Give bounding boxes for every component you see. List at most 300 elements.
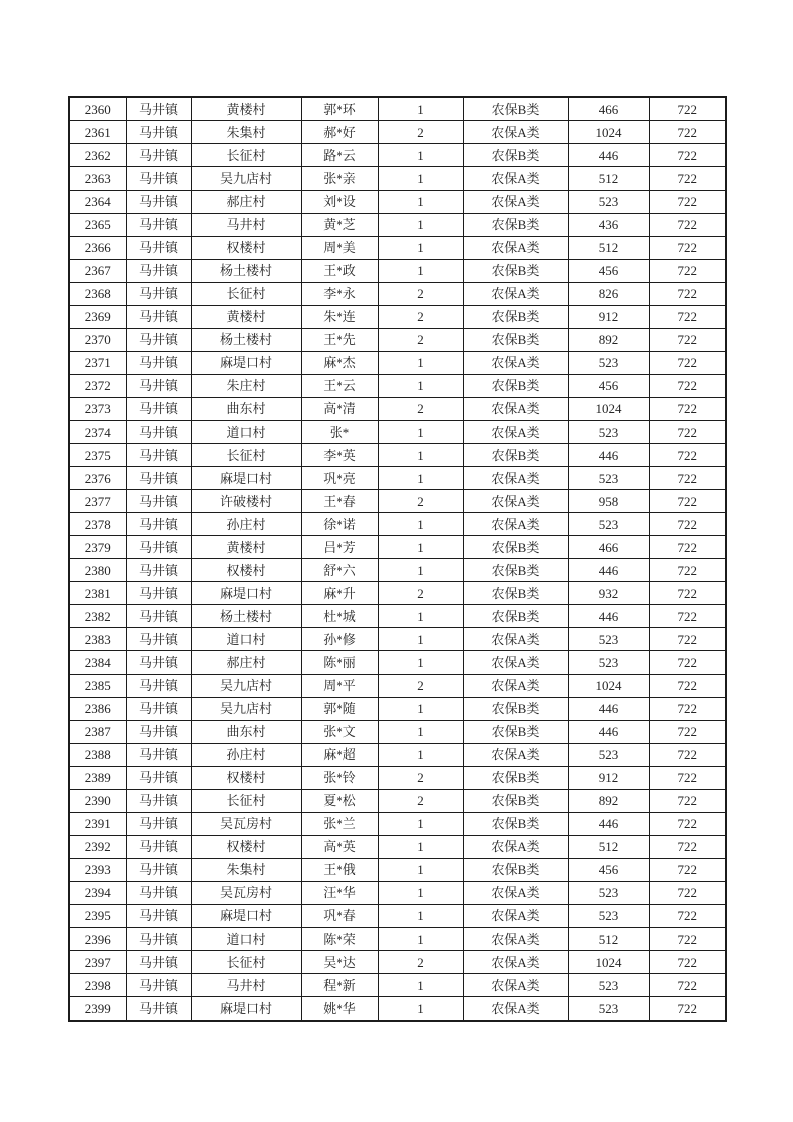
cell-person-name: 王*政 (301, 259, 378, 282)
cell-headcount: 1 (378, 559, 463, 582)
cell-serial-number: 2385 (69, 674, 126, 697)
cell-headcount: 1 (378, 236, 463, 259)
cell-person-name: 王*先 (301, 328, 378, 351)
cell-town: 马井镇 (126, 97, 191, 121)
cell-serial-number: 2360 (69, 97, 126, 121)
table-row (69, 121, 726, 144)
cell-headcount: 1 (378, 467, 463, 490)
cell-insurance-type: 农保A类 (463, 167, 568, 190)
cell-village: 道口村 (191, 928, 301, 951)
cell-village: 黄楼村 (191, 536, 301, 559)
cell-town: 马井镇 (126, 282, 191, 305)
cell-headcount: 2 (378, 397, 463, 420)
cell-person-name: 陈*丽 (301, 651, 378, 674)
cell-village: 权楼村 (191, 835, 301, 858)
cell-headcount: 1 (378, 167, 463, 190)
cell-town: 马井镇 (126, 444, 191, 467)
cell-serial-number: 2367 (69, 259, 126, 282)
cell-standard: 722 (649, 213, 726, 236)
cell-person-name: 刘*设 (301, 190, 378, 213)
cell-standard: 722 (649, 651, 726, 674)
cell-person-name: 高*英 (301, 835, 378, 858)
cell-amount: 958 (568, 490, 649, 513)
cell-village: 长征村 (191, 789, 301, 812)
cell-town: 马井镇 (126, 213, 191, 236)
cell-person-name: 孙*修 (301, 628, 378, 651)
cell-amount: 512 (568, 835, 649, 858)
cell-town: 马井镇 (126, 420, 191, 443)
table-row (69, 881, 726, 904)
cell-insurance-type: 农保B类 (463, 697, 568, 720)
cell-headcount: 1 (378, 351, 463, 374)
cell-insurance-type: 农保B类 (463, 720, 568, 743)
cell-town: 马井镇 (126, 397, 191, 420)
cell-serial-number: 2371 (69, 351, 126, 374)
cell-standard: 722 (649, 928, 726, 951)
cell-town: 马井镇 (126, 997, 191, 1021)
cell-headcount: 2 (378, 121, 463, 144)
cell-amount: 512 (568, 167, 649, 190)
cell-serial-number: 2393 (69, 858, 126, 881)
cell-headcount: 2 (378, 951, 463, 974)
cell-amount: 523 (568, 743, 649, 766)
cell-town: 马井镇 (126, 259, 191, 282)
cell-headcount: 1 (378, 628, 463, 651)
cell-standard: 722 (649, 328, 726, 351)
cell-insurance-type: 农保A类 (463, 651, 568, 674)
cell-standard: 722 (649, 559, 726, 582)
cell-insurance-type: 农保B类 (463, 305, 568, 328)
table-row (69, 467, 726, 490)
cell-serial-number: 2370 (69, 328, 126, 351)
cell-village: 朱集村 (191, 121, 301, 144)
cell-headcount: 1 (378, 259, 463, 282)
cell-serial-number: 2391 (69, 812, 126, 835)
cell-village: 杨土楼村 (191, 259, 301, 282)
cell-town: 马井镇 (126, 651, 191, 674)
cell-town: 马井镇 (126, 628, 191, 651)
table-row (69, 328, 726, 351)
cell-amount: 446 (568, 444, 649, 467)
cell-headcount: 1 (378, 904, 463, 927)
cell-amount: 1024 (568, 951, 649, 974)
cell-amount: 826 (568, 282, 649, 305)
cell-insurance-type: 农保A类 (463, 121, 568, 144)
cell-town: 马井镇 (126, 490, 191, 513)
cell-person-name: 高*清 (301, 397, 378, 420)
table-row (69, 490, 726, 513)
cell-amount: 456 (568, 858, 649, 881)
cell-serial-number: 2398 (69, 974, 126, 997)
cell-town: 马井镇 (126, 951, 191, 974)
cell-town: 马井镇 (126, 236, 191, 259)
cell-amount: 523 (568, 190, 649, 213)
cell-standard: 722 (649, 144, 726, 167)
cell-insurance-type: 农保A类 (463, 835, 568, 858)
cell-town: 马井镇 (126, 121, 191, 144)
cell-serial-number: 2375 (69, 444, 126, 467)
cell-town: 马井镇 (126, 858, 191, 881)
table-row (69, 720, 726, 743)
cell-town: 马井镇 (126, 374, 191, 397)
cell-insurance-type: 农保B类 (463, 144, 568, 167)
cell-serial-number: 2383 (69, 628, 126, 651)
cell-amount: 466 (568, 536, 649, 559)
cell-standard: 722 (649, 444, 726, 467)
cell-standard: 722 (649, 397, 726, 420)
cell-headcount: 1 (378, 881, 463, 904)
cell-person-name: 巩*春 (301, 904, 378, 927)
cell-person-name: 张* (301, 420, 378, 443)
cell-town: 马井镇 (126, 167, 191, 190)
cell-standard: 722 (649, 167, 726, 190)
cell-serial-number: 2364 (69, 190, 126, 213)
table-row (69, 951, 726, 974)
cell-town: 马井镇 (126, 697, 191, 720)
cell-headcount: 2 (378, 282, 463, 305)
cell-insurance-type: 农保A类 (463, 628, 568, 651)
cell-amount: 456 (568, 259, 649, 282)
table-row (69, 974, 726, 997)
cell-standard: 722 (649, 997, 726, 1021)
cell-insurance-type: 农保A类 (463, 974, 568, 997)
cell-headcount: 1 (378, 812, 463, 835)
cell-insurance-type: 农保B类 (463, 559, 568, 582)
cell-insurance-type: 农保A类 (463, 490, 568, 513)
cell-person-name: 李*永 (301, 282, 378, 305)
cell-amount: 892 (568, 328, 649, 351)
cell-village: 吴九店村 (191, 167, 301, 190)
cell-serial-number: 2374 (69, 420, 126, 443)
cell-serial-number: 2365 (69, 213, 126, 236)
cell-village: 杨土楼村 (191, 328, 301, 351)
cell-village: 权楼村 (191, 236, 301, 259)
cell-serial-number: 2397 (69, 951, 126, 974)
cell-standard: 722 (649, 536, 726, 559)
cell-serial-number: 2373 (69, 397, 126, 420)
cell-serial-number: 2378 (69, 513, 126, 536)
cell-person-name: 王*俄 (301, 858, 378, 881)
cell-person-name: 舒*六 (301, 559, 378, 582)
cell-standard: 722 (649, 904, 726, 927)
cell-village: 孙庄村 (191, 513, 301, 536)
cell-town: 马井镇 (126, 467, 191, 490)
cell-amount: 446 (568, 605, 649, 628)
cell-person-name: 黄*芝 (301, 213, 378, 236)
table-row (69, 420, 726, 443)
cell-headcount: 2 (378, 789, 463, 812)
cell-serial-number: 2379 (69, 536, 126, 559)
cell-amount: 466 (568, 97, 649, 121)
cell-amount: 523 (568, 904, 649, 927)
cell-insurance-type: 农保A类 (463, 513, 568, 536)
cell-person-name: 陈*荣 (301, 928, 378, 951)
cell-insurance-type: 农保B类 (463, 213, 568, 236)
cell-headcount: 1 (378, 928, 463, 951)
cell-standard: 722 (649, 236, 726, 259)
table-row (69, 559, 726, 582)
table-row (69, 858, 726, 881)
cell-town: 马井镇 (126, 559, 191, 582)
cell-amount: 446 (568, 697, 649, 720)
cell-standard: 722 (649, 467, 726, 490)
cell-person-name: 郝*好 (301, 121, 378, 144)
table-row (69, 582, 726, 605)
cell-amount: 1024 (568, 674, 649, 697)
cell-town: 马井镇 (126, 743, 191, 766)
table-row (69, 305, 726, 328)
cell-person-name: 张*铃 (301, 766, 378, 789)
cell-village: 吴瓦房村 (191, 881, 301, 904)
cell-insurance-type: 农保B类 (463, 812, 568, 835)
cell-person-name: 程*新 (301, 974, 378, 997)
cell-town: 马井镇 (126, 835, 191, 858)
cell-headcount: 1 (378, 213, 463, 236)
cell-headcount: 1 (378, 374, 463, 397)
cell-headcount: 1 (378, 97, 463, 121)
cell-person-name: 汪*华 (301, 881, 378, 904)
cell-person-name: 巩*亮 (301, 467, 378, 490)
table-row (69, 743, 726, 766)
cell-insurance-type: 农保A类 (463, 190, 568, 213)
cell-headcount: 1 (378, 513, 463, 536)
cell-insurance-type: 农保B类 (463, 374, 568, 397)
cell-person-name: 杜*城 (301, 605, 378, 628)
cell-serial-number: 2389 (69, 766, 126, 789)
cell-amount: 912 (568, 766, 649, 789)
cell-village: 权楼村 (191, 559, 301, 582)
cell-town: 马井镇 (126, 351, 191, 374)
cell-town: 马井镇 (126, 928, 191, 951)
cell-town: 马井镇 (126, 904, 191, 927)
cell-insurance-type: 农保A类 (463, 236, 568, 259)
cell-amount: 523 (568, 881, 649, 904)
cell-amount: 523 (568, 651, 649, 674)
cell-person-name: 张*文 (301, 720, 378, 743)
cell-insurance-type: 农保B类 (463, 444, 568, 467)
cell-insurance-type: 农保B类 (463, 858, 568, 881)
cell-town: 马井镇 (126, 674, 191, 697)
cell-serial-number: 2376 (69, 467, 126, 490)
cell-serial-number: 2368 (69, 282, 126, 305)
cell-standard: 722 (649, 720, 726, 743)
cell-village: 吴九店村 (191, 674, 301, 697)
table-row (69, 259, 726, 282)
cell-headcount: 1 (378, 974, 463, 997)
cell-serial-number: 2366 (69, 236, 126, 259)
cell-village: 马井村 (191, 213, 301, 236)
cell-amount: 512 (568, 236, 649, 259)
cell-serial-number: 2369 (69, 305, 126, 328)
cell-town: 马井镇 (126, 305, 191, 328)
cell-standard: 722 (649, 259, 726, 282)
cell-serial-number: 2386 (69, 697, 126, 720)
cell-town: 马井镇 (126, 605, 191, 628)
cell-person-name: 张*兰 (301, 812, 378, 835)
cell-standard: 722 (649, 697, 726, 720)
cell-village: 麻堤口村 (191, 904, 301, 927)
cell-person-name: 张*亲 (301, 167, 378, 190)
cell-serial-number: 2392 (69, 835, 126, 858)
cell-village: 孙庄村 (191, 743, 301, 766)
cell-amount: 1024 (568, 121, 649, 144)
cell-headcount: 1 (378, 536, 463, 559)
cell-serial-number: 2399 (69, 997, 126, 1021)
cell-person-name: 朱*连 (301, 305, 378, 328)
cell-insurance-type: 农保B类 (463, 97, 568, 121)
table-row (69, 513, 726, 536)
cell-headcount: 1 (378, 835, 463, 858)
cell-insurance-type: 农保A类 (463, 951, 568, 974)
cell-village: 郝庄村 (191, 651, 301, 674)
cell-person-name: 王*云 (301, 374, 378, 397)
cell-insurance-type: 农保A类 (463, 397, 568, 420)
cell-standard: 722 (649, 605, 726, 628)
cell-headcount: 1 (378, 420, 463, 443)
table-row (69, 397, 726, 420)
table-row (69, 351, 726, 374)
cell-person-name: 周*美 (301, 236, 378, 259)
cell-insurance-type: 农保B类 (463, 789, 568, 812)
cell-serial-number: 2377 (69, 490, 126, 513)
table-row (69, 651, 726, 674)
cell-serial-number: 2396 (69, 928, 126, 951)
cell-serial-number: 2382 (69, 605, 126, 628)
cell-insurance-type: 农保A类 (463, 997, 568, 1021)
cell-insurance-type: 农保B类 (463, 605, 568, 628)
cell-amount: 892 (568, 789, 649, 812)
cell-standard: 722 (649, 974, 726, 997)
cell-town: 马井镇 (126, 582, 191, 605)
cell-standard: 722 (649, 674, 726, 697)
cell-person-name: 姚*华 (301, 997, 378, 1021)
table-row (69, 282, 726, 305)
cell-serial-number: 2387 (69, 720, 126, 743)
cell-person-name: 吕*芳 (301, 536, 378, 559)
cell-amount: 446 (568, 559, 649, 582)
table-row (69, 213, 726, 236)
cell-insurance-type: 农保A类 (463, 743, 568, 766)
cell-town: 马井镇 (126, 789, 191, 812)
beneficiary-table (68, 96, 727, 1022)
cell-standard: 722 (649, 628, 726, 651)
cell-serial-number: 2394 (69, 881, 126, 904)
cell-person-name: 路*云 (301, 144, 378, 167)
cell-person-name: 郭*环 (301, 97, 378, 121)
cell-standard: 722 (649, 812, 726, 835)
cell-standard: 722 (649, 351, 726, 374)
cell-town: 马井镇 (126, 766, 191, 789)
table-row (69, 97, 726, 121)
cell-village: 道口村 (191, 420, 301, 443)
cell-town: 马井镇 (126, 144, 191, 167)
cell-village: 许破楼村 (191, 490, 301, 513)
table-row (69, 997, 726, 1021)
cell-standard: 722 (649, 420, 726, 443)
cell-serial-number: 2384 (69, 651, 126, 674)
cell-amount: 436 (568, 213, 649, 236)
cell-person-name: 徐*诺 (301, 513, 378, 536)
cell-town: 马井镇 (126, 812, 191, 835)
table-row (69, 236, 726, 259)
cell-amount: 446 (568, 720, 649, 743)
cell-village: 曲东村 (191, 720, 301, 743)
cell-village: 郝庄村 (191, 190, 301, 213)
cell-serial-number: 2388 (69, 743, 126, 766)
cell-person-name: 王*春 (301, 490, 378, 513)
cell-amount: 523 (568, 974, 649, 997)
cell-person-name: 夏*松 (301, 789, 378, 812)
cell-insurance-type: 农保A类 (463, 904, 568, 927)
table-row (69, 904, 726, 927)
cell-headcount: 2 (378, 305, 463, 328)
table-row (69, 444, 726, 467)
cell-town: 马井镇 (126, 190, 191, 213)
cell-headcount: 1 (378, 720, 463, 743)
cell-headcount: 2 (378, 766, 463, 789)
cell-standard: 722 (649, 951, 726, 974)
cell-headcount: 2 (378, 490, 463, 513)
cell-village: 麻堤口村 (191, 997, 301, 1021)
cell-serial-number: 2380 (69, 559, 126, 582)
table-row (69, 674, 726, 697)
cell-amount: 456 (568, 374, 649, 397)
cell-village: 麻堤口村 (191, 467, 301, 490)
cell-person-name: 李*英 (301, 444, 378, 467)
cell-standard: 722 (649, 97, 726, 121)
cell-village: 朱庄村 (191, 374, 301, 397)
cell-standard: 722 (649, 881, 726, 904)
table-row (69, 789, 726, 812)
cell-village: 吴瓦房村 (191, 812, 301, 835)
cell-village: 麻堤口村 (191, 582, 301, 605)
cell-person-name: 麻*杰 (301, 351, 378, 374)
cell-person-name: 郭*随 (301, 697, 378, 720)
cell-headcount: 1 (378, 651, 463, 674)
cell-amount: 912 (568, 305, 649, 328)
table-row (69, 536, 726, 559)
cell-insurance-type: 农保B类 (463, 766, 568, 789)
cell-amount: 523 (568, 467, 649, 490)
cell-town: 马井镇 (126, 881, 191, 904)
cell-serial-number: 2363 (69, 167, 126, 190)
cell-standard: 722 (649, 743, 726, 766)
cell-village: 黄楼村 (191, 305, 301, 328)
cell-serial-number: 2372 (69, 374, 126, 397)
cell-amount: 446 (568, 812, 649, 835)
cell-person-name: 麻*超 (301, 743, 378, 766)
cell-insurance-type: 农保B类 (463, 582, 568, 605)
table-row (69, 697, 726, 720)
cell-insurance-type: 农保B类 (463, 259, 568, 282)
cell-village: 长征村 (191, 444, 301, 467)
cell-standard: 722 (649, 490, 726, 513)
cell-headcount: 1 (378, 190, 463, 213)
cell-village: 长征村 (191, 951, 301, 974)
cell-village: 吴九店村 (191, 697, 301, 720)
cell-village: 黄楼村 (191, 97, 301, 121)
cell-insurance-type: 农保A类 (463, 420, 568, 443)
cell-village: 道口村 (191, 628, 301, 651)
cell-insurance-type: 农保A类 (463, 881, 568, 904)
cell-insurance-type: 农保B类 (463, 328, 568, 351)
table-row (69, 374, 726, 397)
cell-person-name: 吴*达 (301, 951, 378, 974)
cell-serial-number: 2362 (69, 144, 126, 167)
cell-amount: 523 (568, 351, 649, 374)
cell-town: 马井镇 (126, 974, 191, 997)
cell-insurance-type: 农保A类 (463, 351, 568, 374)
